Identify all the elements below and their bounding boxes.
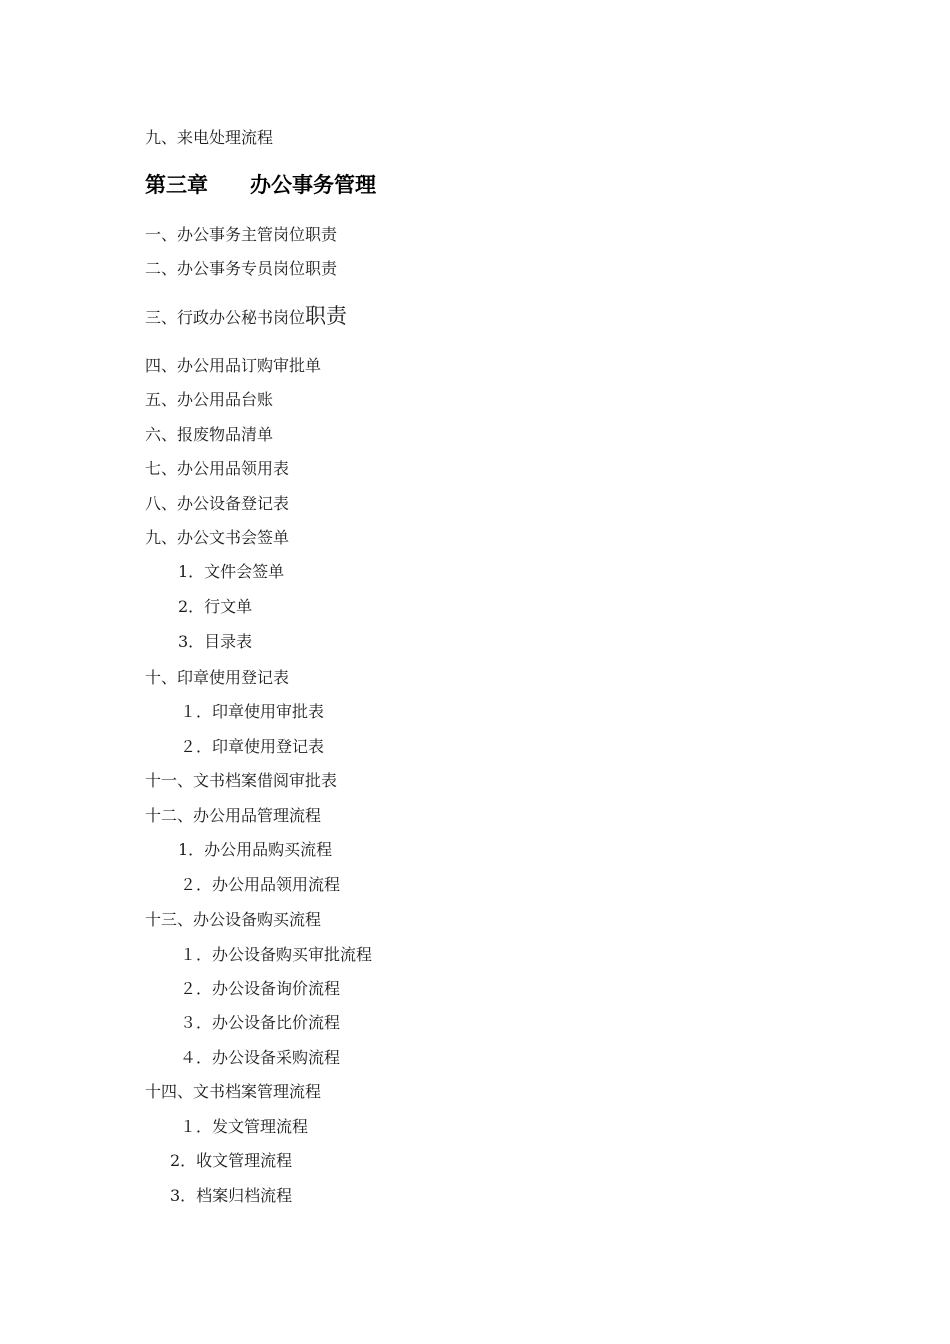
toc-subentry: １．办公设备购买审批流程 — [180, 945, 373, 964]
toc-entry: 七、办公用品领用表 — [145, 459, 290, 478]
toc-subentry: ２．印章使用登记表 — [180, 737, 325, 756]
toc-entry — [145, 305, 347, 329]
toc-entry: 十三、办公设备购买流程 — [145, 910, 322, 929]
toc-entry: 一、办公事务主管岗位职责 — [145, 225, 338, 244]
toc-entry-tail: 职责 — [305, 304, 348, 328]
toc-subentry: ４．办公设备采购流程 — [180, 1048, 341, 1067]
chapter-heading: 第三章 办公事务管理 — [145, 173, 376, 197]
toc-subentry: 2．收文管理流程 — [170, 1151, 293, 1170]
toc-entry: 二、办公事务专员岗位职责 — [145, 259, 338, 278]
toc-subentry: １．印章使用审批表 — [180, 702, 325, 721]
toc-entry: 六、报废物品清单 — [145, 425, 274, 444]
toc-entry-text: 三、行政办公秘书岗位 — [145, 308, 306, 327]
toc-entry: 九、办公文书会签单 — [145, 528, 290, 547]
toc-subentry: ２．办公设备询价流程 — [180, 979, 341, 998]
toc-subentry: 3．目录表 — [178, 632, 253, 651]
toc-subentry: 3．档案归档流程 — [170, 1186, 293, 1205]
toc-subentry: １．发文管理流程 — [180, 1117, 309, 1136]
toc-subentry: ３．办公设备比价流程 — [180, 1013, 341, 1032]
toc-entry: 十二、办公用品管理流程 — [145, 806, 322, 825]
toc-entry: 十四、文书档案管理流程 — [145, 1082, 322, 1101]
toc-subentry: 1．文件会签单 — [178, 562, 285, 581]
toc-entry: 四、办公用品订购审批单 — [145, 356, 322, 375]
toc-subentry: 1．办公用品购买流程 — [178, 840, 333, 859]
toc-entry: 五、办公用品台账 — [145, 390, 274, 409]
toc-entry: 九、来电处理流程 — [145, 128, 274, 147]
toc-entry: 十、印章使用登记表 — [145, 668, 290, 687]
toc-entry: 十一、文书档案借阅审批表 — [145, 771, 338, 790]
toc-subentry: 2．行文单 — [178, 597, 253, 616]
toc-subentry: ２．办公用品领用流程 — [180, 875, 341, 894]
toc-entry: 八、办公设备登记表 — [145, 494, 290, 513]
